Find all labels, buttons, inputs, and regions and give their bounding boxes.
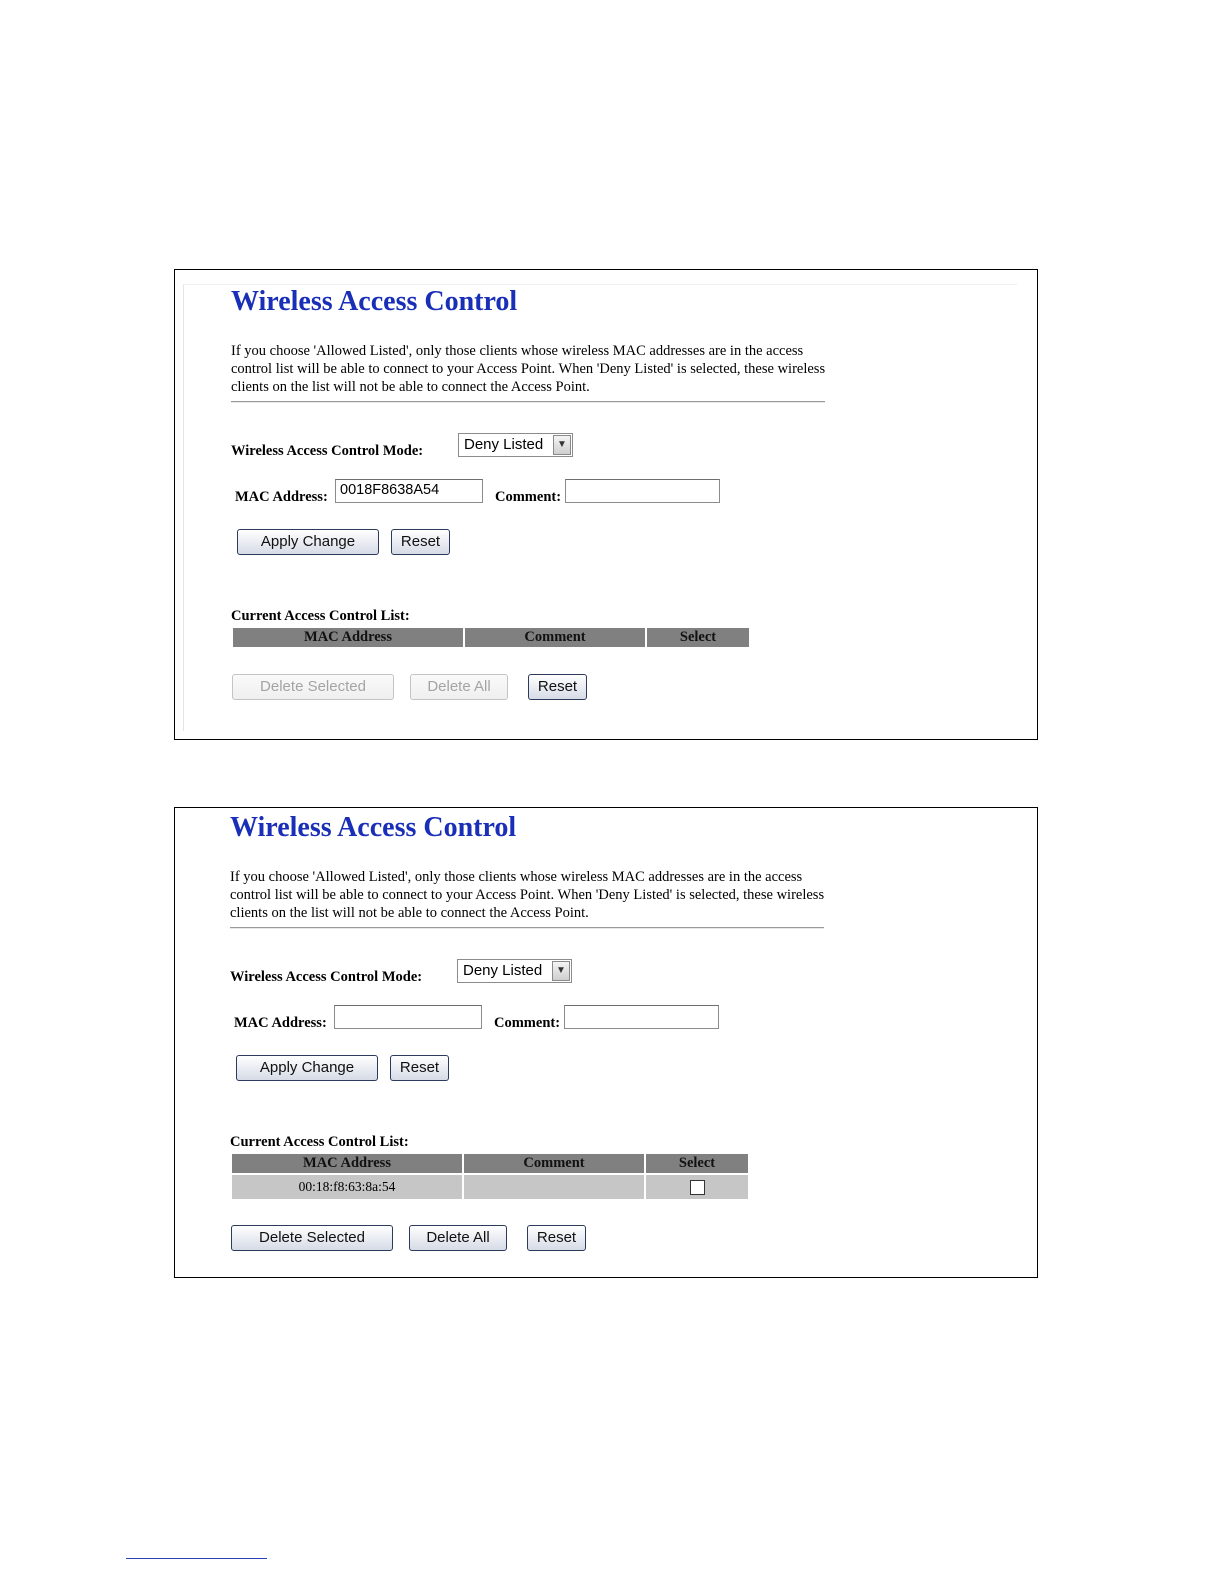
column-header-comment: Comment <box>464 1154 644 1173</box>
apply-change-button[interactable]: Apply Change <box>237 529 379 555</box>
comment-label: Comment: <box>495 489 562 505</box>
page-title: Wireless Access Control <box>231 286 518 317</box>
mode-label: Wireless Access Control Mode: <box>230 969 423 985</box>
access-control-table <box>230 1152 750 1201</box>
access-control-mode-select[interactable]: Deny Listed ▼ <box>457 959 572 983</box>
access-control-mode-select[interactable]: Deny Listed ▼ <box>458 433 573 457</box>
page-description: If you choose 'Allowed Listed', only those clients whose wireless MAC addresses are in the access control list will be able to connect to your Access Point. When 'Deny Listed' is selected, these wireless clients on the list will not be able to connect the Access Point. <box>230 869 825 921</box>
column-header-mac: MAC Address <box>233 628 463 647</box>
chevron-down-icon[interactable]: ▼ <box>552 961 570 981</box>
reset-list-button[interactable]: Reset <box>528 674 587 700</box>
delete-all-button[interactable]: Delete All <box>410 674 508 700</box>
delete-selected-button[interactable]: Delete Selected <box>232 674 394 700</box>
reset-button[interactable]: Reset <box>390 1055 449 1081</box>
mode-label: Wireless Access Control Mode: <box>231 443 424 459</box>
comment-label: Comment: <box>494 1015 561 1031</box>
row-comment <box>464 1175 644 1199</box>
row-mac-address: 00:18:f8:63:8a:54 <box>232 1175 462 1199</box>
row-select-cell <box>646 1175 748 1199</box>
chevron-down-icon[interactable]: ▼ <box>553 435 571 455</box>
row-select-checkbox[interactable] <box>690 1180 705 1195</box>
mac-address-input[interactable] <box>334 1005 482 1029</box>
access-control-table <box>231 626 751 649</box>
mac-address-input[interactable]: 0018F8638A54 <box>335 479 483 503</box>
reset-button[interactable]: Reset <box>391 529 450 555</box>
reset-list-button[interactable]: Reset <box>527 1225 586 1251</box>
mac-address-label: MAC Address: <box>235 489 328 505</box>
table-row <box>232 1175 748 1199</box>
column-header-comment: Comment <box>465 628 645 647</box>
access-control-panel-before <box>174 269 1038 740</box>
list-title: Current Access Control List: <box>230 1134 409 1150</box>
delete-selected-button[interactable]: Delete Selected <box>231 1225 393 1251</box>
list-title: Current Access Control List: <box>231 608 410 624</box>
mac-address-label: MAC Address: <box>234 1015 327 1031</box>
column-header-select: Select <box>647 628 749 647</box>
apply-change-button[interactable]: Apply Change <box>236 1055 378 1081</box>
page-title: Wireless Access Control <box>230 812 517 843</box>
divider <box>231 401 825 403</box>
comment-input[interactable] <box>564 1005 719 1029</box>
comment-input[interactable] <box>565 479 720 503</box>
access-control-panel-after <box>174 807 1038 1278</box>
column-header-select: Select <box>646 1154 748 1173</box>
page-description: If you choose 'Allowed Listed', only those clients whose wireless MAC addresses are in the access control list will be able to connect to your Access Point. When 'Deny Listed' is selected, these wireless clients on the list will not be able to connect the Access Point. <box>231 343 826 395</box>
footnote-separator <box>126 1558 267 1559</box>
column-header-mac: MAC Address <box>232 1154 462 1173</box>
delete-all-button[interactable]: Delete All <box>409 1225 507 1251</box>
divider <box>230 927 824 929</box>
